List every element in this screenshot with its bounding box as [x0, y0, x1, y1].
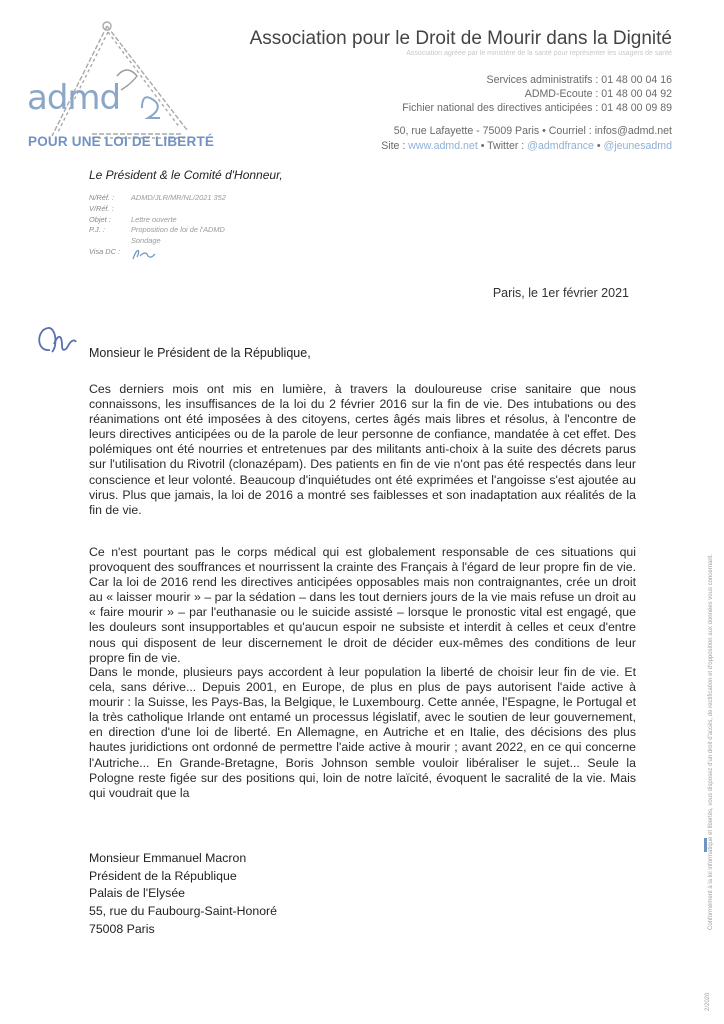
ref-value: Proposition de loi de l'ADMD	[131, 225, 225, 235]
ref-row	[89, 225, 226, 236]
ref-row	[89, 204, 226, 215]
contact-web	[381, 140, 672, 152]
visa-signature-icon	[131, 247, 157, 261]
ref-key: Visa DC :	[89, 246, 121, 256]
organization-subtitle: Association agréée par le ministère de la santé pour représenter les usagers de santé	[406, 50, 672, 57]
twitter-separator: •	[593, 140, 604, 152]
contact-address: 50, rue Lafayette - 75009 Paris • Courriel : infos@admd.net	[393, 125, 672, 137]
ref-row	[89, 193, 226, 204]
recipient-line: 75008 Paris	[89, 921, 155, 936]
recipient-line: Monsieur Emmanuel Macron	[89, 851, 247, 865]
paragraph-2: Ce n'est pourtant pas le corps médical qui est globalement responsable de ces situations qui provoquent des souffrances et nourrissent la crainte des Français à l'égard de leur propre fin de vie. Car la loi de 2016 rend les directives anticipées opposables mais non contraignantes, crée un droit au « laisser mourir » – par la sédation – dans les tout derniers jours de la vie mais refuse un droit au « faire mourir » – par l'euthanasie ou le suicide assisté – lorsque le pronostic vital est engagé, que les douleurs sont insupportables et qu'aucun espoir ne subsiste et interdit à celles et ceux d'entre nous qui disposent de leur discernement le droit de décider eux-mêmes des conditions de leur propre fin de vie.	[89, 545, 636, 665]
ref-key: N/Réf. :	[89, 193, 115, 202]
paragraph-3: Dans le monde, plusieurs pays accordent à leur population la liberté de choisir leur fin de vie. Et cela, sans dérive... Depuis 2001, en Europe, de plus en plus de pays autorisent l'aide active à mourir : la Suisse, les Pays-Bas, la Belgique, le Luxembourg. Cette année, l'Espagne, le Portugal et la très catholique Irlande ont entamé un processus législatif, avec le soutien de leur gouvernement, en direction d'une loi de liberté. En Allemagne, en Autriche et en Italie, des décisions des plus hautes juridictions ont ordonné de permettre l'aide active à mourir ; avant 2022, en ce qui concerne l'Autriche... En Grande-Bretagne, Boris Johnson semble vouloir libéraliser le sujet... Seule la Pologne reste figée sur des positions qui, loin de notre laïcité, évoquent le sacralité de la vie. Mais qui voudrait que la	[89, 665, 636, 800]
contact-directives: Fichier national des directives anticipées : 01 48 00 09 89	[402, 102, 672, 114]
ref-key: V/Réf. :	[89, 203, 114, 213]
ref-key: P.J. :	[89, 225, 105, 235]
twitter-link-jeunesadmd[interactable]: @jeunesadmd	[603, 140, 672, 152]
organization-name: Association pour le Droit de Mourir dans la Dignité	[249, 28, 672, 49]
contact-ecoute: ADMD-Ecoute : 01 48 00 04 92	[524, 88, 672, 100]
recipient-address	[89, 850, 277, 939]
side-note-text: Conformément à la loi informatique et libertés, vous disposez d'un droit d'accès, de rectification et d'opposition aux données vous concernant.	[708, 554, 714, 930]
salutation: Monsieur le Président de la République,	[89, 346, 311, 360]
recipient-line: Palais de l'Elysée	[89, 886, 185, 901]
footer-code-text: 2/2020	[705, 992, 711, 1011]
site-link[interactable]: www.admd.net	[408, 140, 478, 152]
ref-row	[89, 236, 226, 247]
recipient-line: 55, rue du Faubourg-Saint-Honoré	[89, 904, 277, 919]
recipient-line: Président de la République	[89, 868, 237, 883]
letter-sender: Le Président & le Comité d'Honneur,	[89, 168, 283, 182]
letter-references	[89, 193, 226, 261]
site-label: Site :	[381, 140, 409, 152]
twitter-link-admdfrance[interactable]: @admdfrance	[527, 140, 594, 152]
ref-key: Objet :	[89, 214, 111, 224]
ref-value: ADMD/JLR/MR/NL/2021 352	[131, 193, 226, 202]
letter-date: Paris, le 1er février 2021	[492, 286, 629, 300]
ref-value: Lettre ouverte	[131, 214, 177, 224]
ref-row	[89, 247, 226, 261]
ref-key	[89, 236, 131, 247]
ref-value: Sondage	[131, 236, 161, 246]
ref-row	[89, 215, 226, 226]
contact-admin: Services administratifs : 01 48 00 04 16	[486, 74, 672, 86]
footer-code	[700, 965, 712, 1015]
paragraph-1: Ces derniers mois ont mis en lumière, à travers la douloureuse crise sanitaire que nous connaissons, les insuffisances de la loi du 2 février 2016 sur la fin de vie. Des intubations ou des réanimations ont été imposées à des citoyens, certes âgés mais libres et résolus, à l'encontre de leurs directives anticipées ou de la parole de leur personne de confiance, mandatée à cet effet. Des polémiques ont été nourries et entretenues par des militants anti-choix à la suite des décrets parus sur l'utilisation du Rivotril (clonazépam). Des patients en fin de vie n'ont pas été respectés dans leur conscience et leur volonté. Beaucoup d'inquiétudes ont été exprimées et l'angoisse s'est ajoutée au virus. Plus que jamais, la loi de 2016 a montré ses faiblesses et son inadaptation aux réalités de la fin de vie.	[89, 382, 636, 517]
handwritten-initial-icon	[34, 322, 78, 362]
logo-wordmark: admd	[27, 78, 121, 118]
side-accent-mark	[704, 838, 707, 852]
logo-slogan: POUR UNE LOI DE LIBERTÉ	[28, 134, 215, 149]
twitter-label: • Twitter :	[477, 140, 528, 152]
